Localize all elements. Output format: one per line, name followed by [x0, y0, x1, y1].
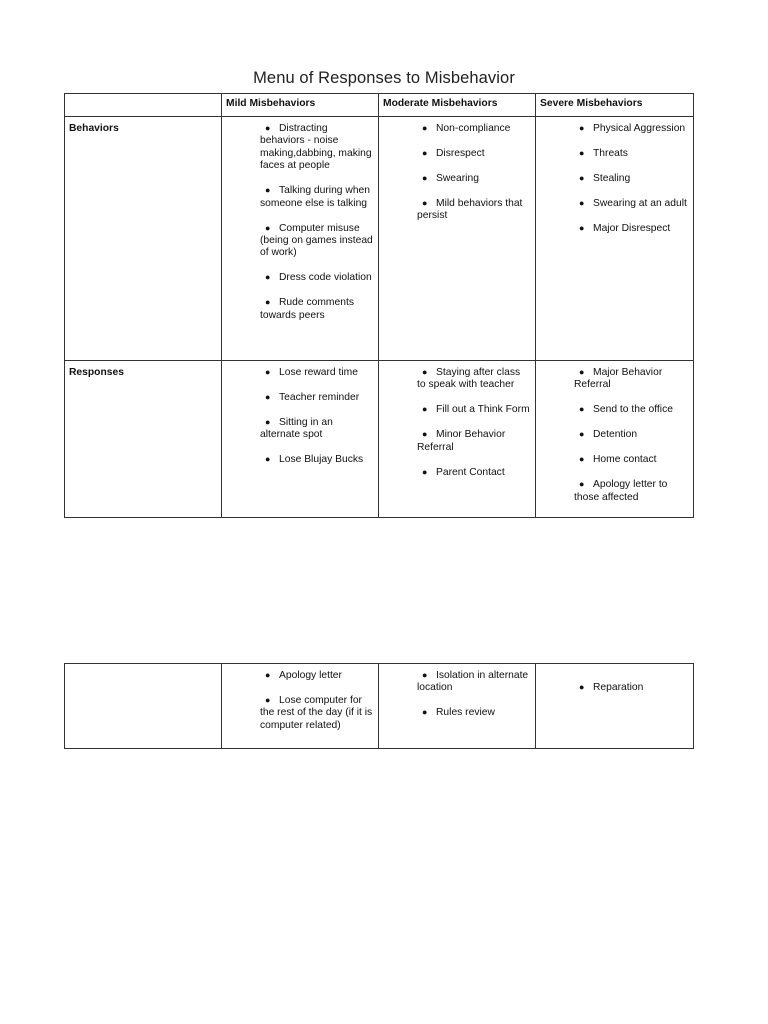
bullet-icon: ●	[422, 123, 428, 133]
continued-mild-cell	[222, 664, 379, 749]
bullet-icon: ●	[579, 404, 585, 415]
list-item	[417, 172, 531, 185]
behaviors-moderate-cell	[379, 117, 536, 361]
list-item	[260, 184, 374, 210]
bullet-icon: ●	[579, 367, 585, 377]
list-item	[417, 706, 531, 719]
continued-severe-cell	[536, 664, 694, 749]
bullet-icon: ●	[265, 367, 271, 377]
responses-moderate-cell	[379, 361, 536, 518]
list-item	[260, 694, 374, 732]
list-item	[417, 366, 531, 392]
list-item	[417, 197, 531, 223]
list-item	[574, 453, 689, 466]
list-item-text: Physical Aggression	[593, 123, 686, 134]
list-item-text: Major Disrespect	[593, 223, 671, 234]
header-row	[65, 94, 694, 117]
bullet-icon: ●	[422, 198, 428, 208]
bullet-icon: ●	[579, 123, 585, 133]
list-item-text: Lose Blujay Bucks	[279, 454, 364, 466]
list-item	[260, 391, 374, 404]
list-item-text: Major Behavior Referral	[574, 367, 663, 391]
list-item-text: Detention	[593, 429, 638, 441]
list-item	[260, 669, 374, 682]
list-item-text: Swearing at an adult	[593, 198, 687, 209]
list-item	[260, 222, 374, 260]
bullet-icon: ●	[265, 272, 271, 283]
list-item-text: Swearing	[436, 173, 479, 184]
list-item-text: Computer misuse (being on games instead of work)	[260, 222, 373, 259]
bullet-icon: ●	[422, 466, 428, 477]
list-item	[417, 466, 531, 479]
list-item-text: Distracting behaviors - noise making,dabbing, making faces at people	[260, 123, 372, 172]
list-item	[260, 366, 374, 379]
page-title: Menu of Responses to Misbehavior	[253, 69, 515, 87]
list-item-text: Threats	[593, 148, 628, 159]
behaviors-mild-cell	[222, 117, 379, 361]
responses-continued-row	[65, 664, 694, 749]
list-item-text: Teacher reminder	[279, 392, 360, 403]
bullet-icon: ●	[422, 670, 428, 680]
list-item	[574, 681, 689, 694]
list-item	[574, 122, 689, 135]
list-item	[574, 478, 689, 504]
list-item-text: Dress code violation	[279, 272, 372, 284]
bullet-icon: ●	[579, 148, 585, 158]
list-item	[574, 222, 689, 235]
bullet-icon: ●	[265, 454, 271, 465]
list-item-text: Apology letter to those affected	[574, 479, 668, 503]
list-item	[260, 453, 374, 466]
bullet-icon: ●	[265, 222, 271, 233]
bullet-icon: ●	[422, 429, 428, 440]
bullet-icon: ●	[579, 173, 585, 183]
list-item	[417, 147, 531, 160]
responses-severe-cell	[536, 361, 694, 518]
bullet-icon: ●	[579, 198, 585, 208]
bullet-icon: ●	[579, 454, 585, 465]
header-severe: Severe Misbehaviors	[536, 94, 694, 117]
responses-table-continued	[64, 663, 694, 749]
list-item	[574, 403, 689, 416]
list-item-text: Rules review	[436, 707, 495, 719]
header-mild: Mild Misbehaviors	[222, 94, 379, 117]
responses-mild-cell	[222, 361, 379, 518]
list-item-text: Talking during when someone else is talking	[260, 185, 371, 209]
behaviors-row	[65, 117, 694, 361]
list-item	[417, 428, 531, 454]
list-item-text: Lose reward time	[279, 367, 358, 378]
bullet-icon: ●	[579, 223, 585, 233]
row-label-responses: Responses	[65, 361, 222, 518]
bullet-icon: ●	[265, 417, 271, 427]
list-item	[574, 366, 689, 392]
list-item-text: Fill out a Think Form	[436, 404, 530, 416]
bullet-icon: ●	[265, 185, 271, 196]
list-item-text: Non-compliance	[436, 123, 511, 134]
list-item-text: Home contact	[593, 454, 657, 466]
bullet-icon: ●	[422, 367, 428, 377]
list-item-text: Rude comments towards peers	[260, 297, 354, 321]
list-item-text: Lose computer for the rest of the day (if it is computer related)	[260, 695, 373, 731]
list-item	[574, 197, 689, 210]
list-item	[574, 147, 689, 160]
bullet-icon: ●	[579, 479, 585, 490]
list-item-text: Disrespect	[436, 148, 485, 159]
list-item-text: Apology letter	[279, 670, 342, 681]
list-item-text: Reparation	[593, 682, 644, 693]
bullet-icon: ●	[265, 695, 271, 705]
list-item	[417, 669, 531, 695]
bullet-icon: ●	[422, 173, 428, 183]
bullet-icon: ●	[422, 707, 428, 718]
list-item	[574, 428, 689, 441]
list-item	[574, 172, 689, 185]
list-item-text: Stealing	[593, 173, 631, 184]
bullet-icon: ●	[579, 429, 585, 440]
list-item-text: Sitting in an alternate spot	[260, 417, 333, 441]
header-moderate: Moderate Misbehaviors	[379, 94, 536, 117]
list-item-text: Staying after class to speak with teacher	[417, 367, 521, 391]
row-label-continued	[65, 664, 222, 749]
list-item-text: Minor Behavior Referral	[417, 429, 506, 453]
list-item	[260, 416, 374, 442]
bullet-icon: ●	[422, 404, 428, 415]
list-item	[260, 271, 374, 284]
bullet-icon: ●	[265, 670, 271, 680]
list-item-text: Mild behaviors that persist	[417, 198, 523, 222]
bullet-icon: ●	[579, 682, 585, 692]
behaviors-severe-cell	[536, 117, 694, 361]
list-item	[260, 296, 374, 322]
list-item	[417, 122, 531, 135]
list-item-text: Parent Contact	[436, 466, 505, 478]
header-blank	[65, 94, 222, 117]
continued-moderate-cell	[379, 664, 536, 749]
row-label-behaviors: Behaviors	[65, 117, 222, 361]
list-item-text: Isolation in alternate location	[417, 670, 529, 694]
responses-row	[65, 361, 694, 518]
bullet-icon: ●	[265, 123, 271, 133]
list-item-text: Send to the office	[593, 404, 673, 416]
bullet-icon: ●	[422, 148, 428, 158]
bullet-icon: ●	[265, 297, 271, 308]
responses-table	[64, 93, 694, 518]
bullet-icon: ●	[265, 392, 271, 402]
list-item	[417, 403, 531, 416]
list-item	[260, 122, 374, 173]
